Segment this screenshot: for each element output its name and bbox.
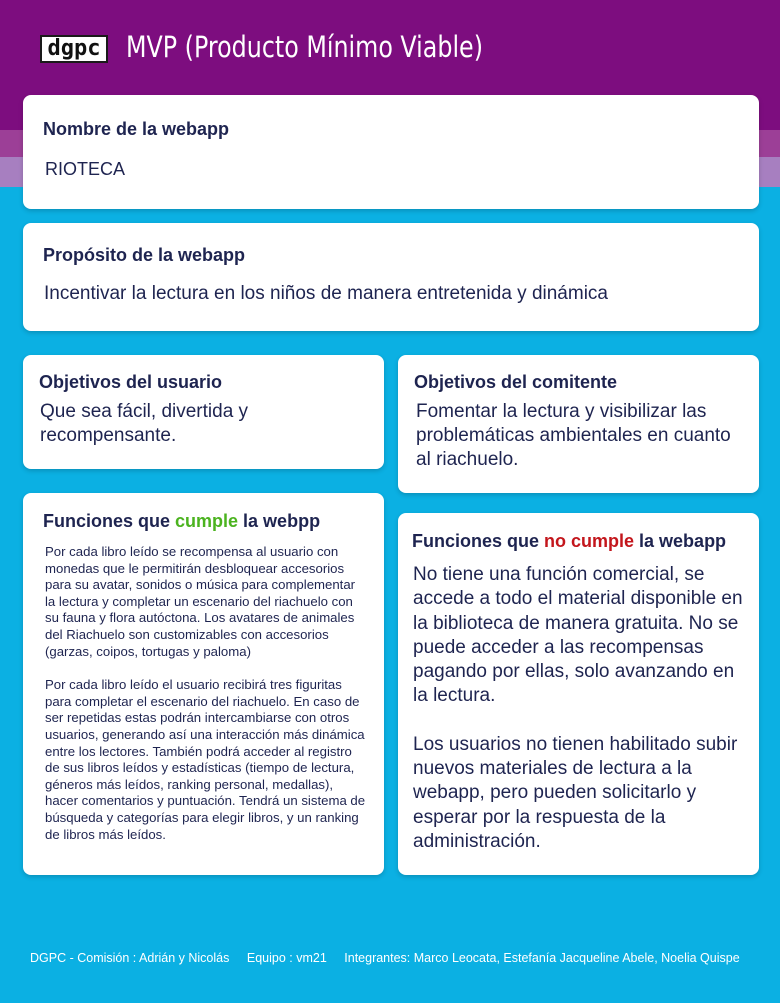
features-included-title [43,511,320,532]
page-title: MVP (Producto Mínimo Viable) [126,30,483,64]
features-excluded-card [398,513,759,875]
features-included-highlight: cumple [175,511,239,531]
dgpc-logo: dgpc [40,35,108,63]
features-included-title-pre: Funciones que [43,511,176,531]
features-included-paragraph: Por cada libro leído se recompensa al usuario con monedas que le permitirán desbloquear accesorios para su avatar, sonidos o música para complementar la lectura y completar un escenario del riachuelo con su fauna y flora autóctona. Los avatares de animales del Riachuelo son customizables con accesorios (garzas, coipos, tortugas y paloma) [45,544,356,659]
footer-commission: DGPC - Comisión : Adrián y Nicolás [30,951,230,965]
client-goals-value: Fomentar la lectura y visibilizar las problemáticas ambientales en cuanto al riachuelo. [416,401,731,470]
footer-members: Integrantes: Marco Leocata, Estefanía Jacqueline Abele, Noelia Quispe [344,951,740,965]
user-goals-card [23,355,384,469]
user-goals-title: Objetivos del usuario [39,372,223,392]
page-header [0,0,780,96]
features-included-body [45,544,367,860]
webapp-purpose-card [23,223,759,331]
features-included-title-post: la webpp [238,511,321,531]
user-goals-value: Que sea fácil, divertida y recompensante. [40,401,249,446]
features-excluded-body [413,563,751,878]
features-excluded-highlight: no cumple [544,531,635,551]
features-excluded-title [412,531,726,552]
webapp-purpose-title: Propósito de la webapp [43,245,246,265]
features-included-paragraph: Por cada libro leído el usuario recibirá tres figuritas para completar el escenario del riachuelo. En caso de ser repetidas estas podrán intercambiarse con otros usuarios, generando así una interacción más dinámica entre los lectores. También podrá acceder al registro de sus libros leídos y estadísticas (tiempo de lectura, géneros más leídos, ranking personal, medallas), hacer comentarios y puntuación. Tendrá un sistema de búsqueda y categorías para elegir libros, y un ranking de libros más leídos. [45,677,366,842]
features-excluded-paragraph: Los usuarios no tienen habilitado subir nuevos materiales de lectura a la webapp, pero pueden solicitarlo y esperar por la respuesta de la administración. [413,733,738,852]
features-excluded-title-post: la webapp [634,531,727,551]
webapp-name-title: Nombre de la webapp [43,119,230,139]
features-excluded-paragraph: No tiene una función comercial, se accede a todo el material disponible en la biblioteca de manera gratuita. No se puede acceder a las recompensas pagando por ellas, solo avanzando en la lectura. [413,564,743,707]
client-goals-card [398,355,759,493]
page-footer [30,951,754,965]
client-goals-title: Objetivos del comitente [414,372,618,392]
webapp-name-value: RIOTECA [45,159,126,179]
features-included-card [23,493,384,875]
features-excluded-title-pre: Funciones que [412,531,545,551]
footer-team: Equipo : vm21 [246,951,327,965]
webapp-purpose-value: Incentivar la lectura en los niños de manera entretenida y dinámica [44,283,608,304]
webapp-name-card [23,95,759,209]
